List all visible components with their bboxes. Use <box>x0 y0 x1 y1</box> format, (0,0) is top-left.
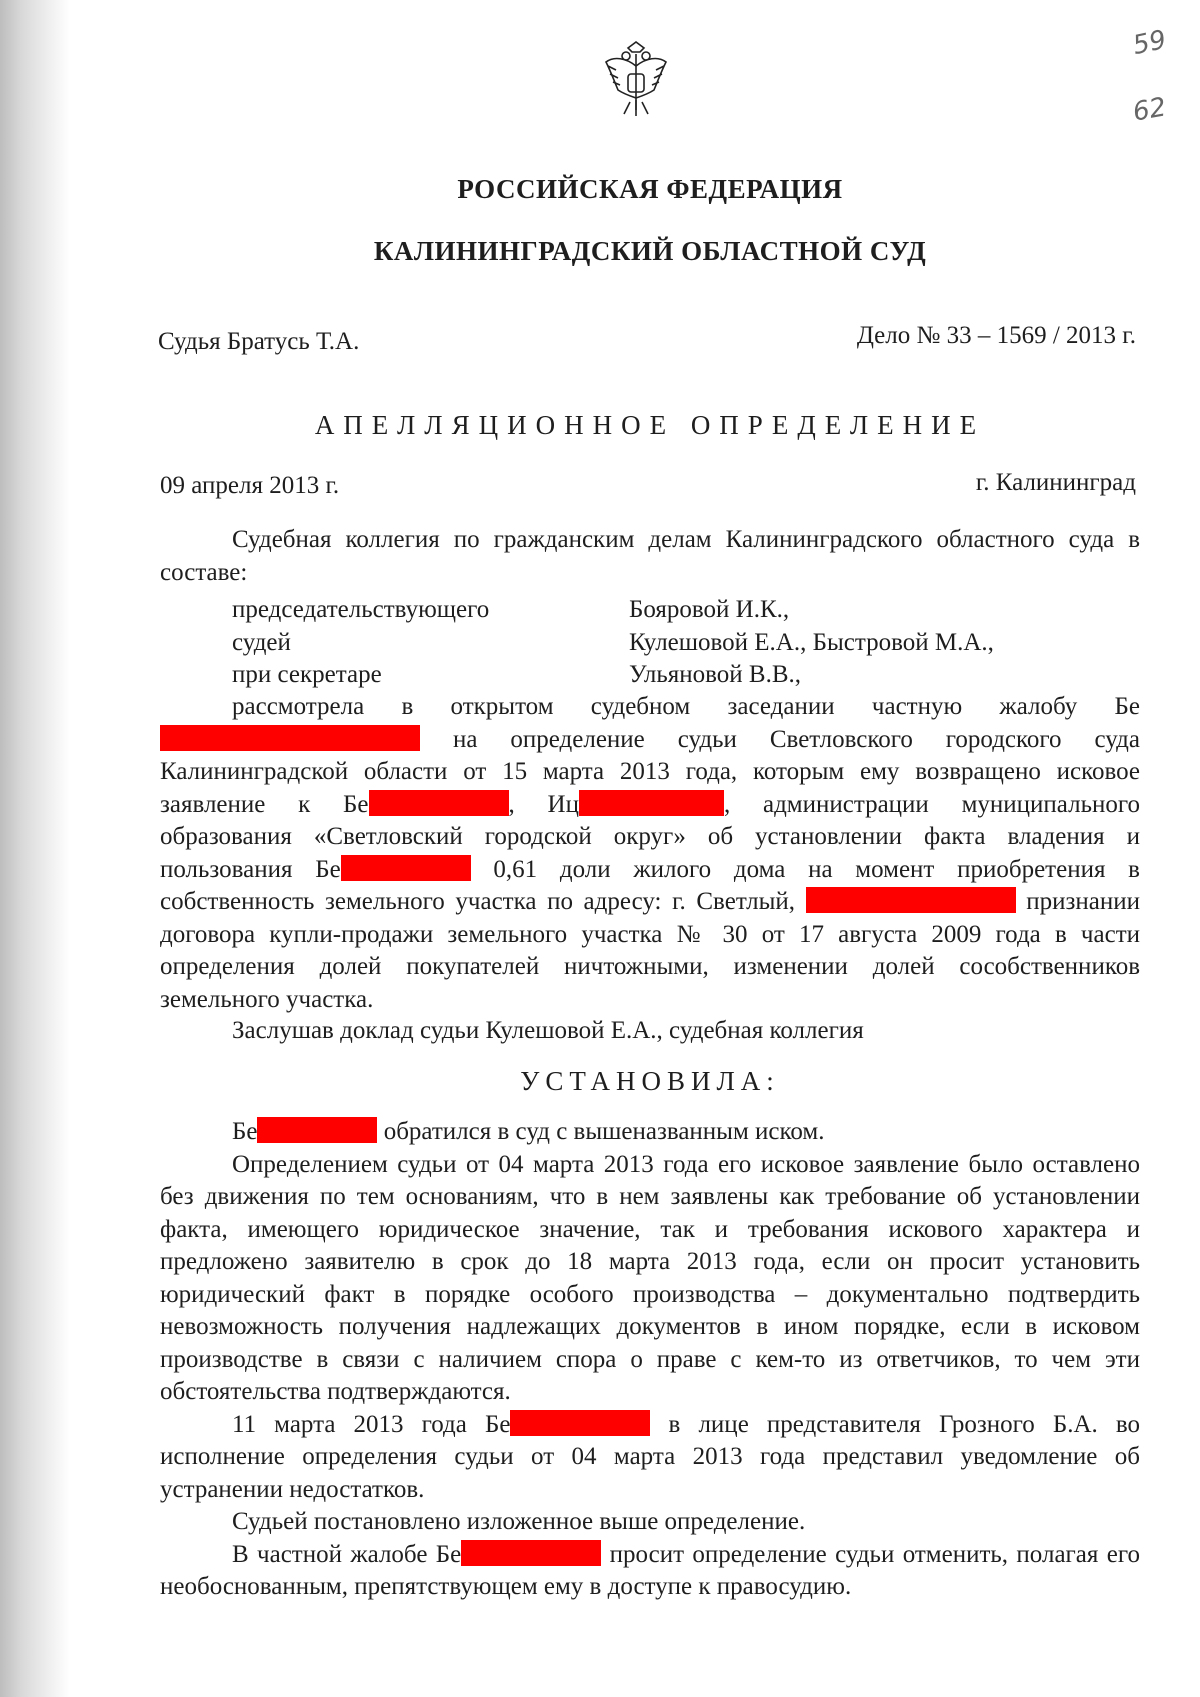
court-composition <box>232 594 994 692</box>
redaction-block <box>160 725 420 751</box>
intro-paragraph: Судебная коллегия по гражданским делам Калининградского областного суда в составе: <box>160 526 1140 586</box>
redaction-block <box>579 790 724 816</box>
considered-paragraph: рассмотрела в открытом судебном заседании частную жалобу Бе на определение судьи Светловского городского суда Калининградской области от 15 марта 2013 года, которым ему возвращено исковое заявление к Бе , Иц , администрации муниципального образования «Светловский городской округ» об установлении факта владения и пользования Бе 0,61 доли жилого дома на момент приобретения в собственность земельного участка по адресу: г. Светлый, признании договора купли-продажи земельного участка № 30 от 17 августа 2009 года в части определения долей покупателей ничтожными, изменении долей сособственников земельного участка. <box>160 693 1140 1013</box>
act-title: АПЕЛЛЯЦИОННОЕ ОПРЕДЕЛЕНИЕ <box>314 410 986 440</box>
paragraph: В частной жалобе Бе просит определение судьи отменить, полагая его необоснованным, препятствующем ему в доступе к правосудию. <box>160 1540 1140 1600</box>
redaction-block <box>369 790 509 816</box>
case-number: Дело № 33 – 1569 / 2013 г. <box>856 322 1136 349</box>
redaction-block <box>510 1410 650 1436</box>
established-body <box>160 1116 1140 1604</box>
redaction-block <box>461 1540 601 1566</box>
heard-paragraph: Заслушав доклад судьи Кулешовой Е.А., судебная коллегия <box>232 1017 864 1044</box>
handwritten-page-number: 59 <box>1130 24 1169 62</box>
paragraph: Бе обратился в суд с вышеназванным иском. <box>232 1118 825 1145</box>
double-headed-eagle-emblem <box>600 40 672 120</box>
composition-row: при секретаре Ульяновой В.В., <box>232 661 801 688</box>
composition-row: председательствующего Бояровой И.К., <box>232 596 790 623</box>
paragraph: Определением судьи от 04 марта 2013 года его исковое заявление было оставлено без движения по тем основаниям, что в нем заявлены как требование об установлении факта, имеющего юридическое значение, так и требования искового характера и предложено заявителю в срок до 18 марта 2013 года, если он просит установить юридический факт в порядке особого производства – документально подтвердить невозможность получения надлежащих документов в ином порядке, если в исковом производстве в связи с наличием спора о праве с кем-то из ответчиков, то чем эти обстоятельства подтверждаются. <box>160 1150 1140 1405</box>
composition-row: судей Кулешовой Е.А., Быстровой М.А., <box>232 628 994 656</box>
judge-name: Судья Братусь Т.А. <box>158 328 360 355</box>
redaction-block <box>806 887 1016 913</box>
redaction-block <box>341 855 471 881</box>
document-date: 09 апреля 2013 г. <box>160 472 340 499</box>
court-title: КАЛИНИНГРАДСКИЙ ОБЛАСТНОЙ СУД <box>373 236 927 266</box>
established-title: УСТАНОВИЛА: <box>520 1066 780 1096</box>
redaction-block <box>257 1117 377 1143</box>
paragraph: 11 марта 2013 года Бе в лице представителя Грозного Б.А. во исполнение определения судьи от 04 марта 2013 года представил уведомление об устранении недостатков. <box>160 1410 1140 1503</box>
handwritten-page-number-2: 62 <box>1130 92 1169 128</box>
document-city: г. Калининград <box>975 469 1136 496</box>
country-title: РОССИЙСКАЯ ФЕДЕРАЦИЯ <box>457 174 843 204</box>
paragraph: Судьей постановлено изложенное выше определение. <box>232 1508 806 1535</box>
